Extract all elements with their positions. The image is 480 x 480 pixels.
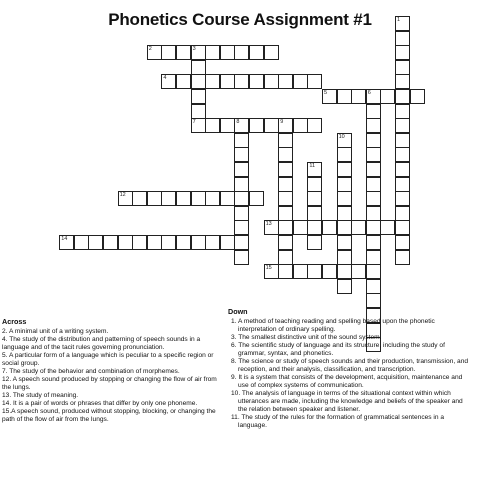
crossword-cell[interactable] xyxy=(74,235,89,250)
across-heading: Across xyxy=(2,317,27,326)
crossword-cell[interactable] xyxy=(307,191,322,206)
crossword-cell[interactable] xyxy=(380,220,395,235)
clue-number: 5 xyxy=(324,90,328,96)
crossword-cell[interactable] xyxy=(337,177,352,192)
crossword-cell[interactable] xyxy=(366,220,381,235)
crossword-cell[interactable] xyxy=(307,177,322,192)
crossword-cell[interactable] xyxy=(234,206,249,221)
crossword-cell[interactable] xyxy=(366,104,381,119)
crossword-cell[interactable] xyxy=(395,177,410,192)
crossword-cell[interactable] xyxy=(366,264,381,279)
clue-number: 1 xyxy=(397,17,401,23)
crossword-cell[interactable] xyxy=(307,220,322,235)
crossword-cell[interactable] xyxy=(220,191,235,206)
crossword-cell[interactable] xyxy=(191,235,206,250)
crossword-cell[interactable] xyxy=(293,220,308,235)
crossword-cell[interactable] xyxy=(395,206,410,221)
crossword-cell[interactable] xyxy=(337,191,352,206)
clue-number: 6 xyxy=(367,90,371,96)
crossword-cell[interactable] xyxy=(395,60,410,75)
crossword-cell[interactable] xyxy=(161,45,176,60)
clue-number: 4 xyxy=(163,75,167,82)
crossword-cell[interactable] xyxy=(191,45,206,60)
crossword-cell[interactable] xyxy=(293,118,308,133)
across-clue-15: 15.A speech sound, produced without stopping, blocking, or changing the path of the flow of air from the lungs. xyxy=(2,408,216,423)
clue-number: 10 xyxy=(338,133,345,140)
crossword-cell[interactable] xyxy=(278,220,293,235)
crossword-cell[interactable] xyxy=(307,118,322,133)
crossword-cell[interactable] xyxy=(234,250,249,265)
down-heading: Down xyxy=(228,307,248,316)
crossword-cell[interactable] xyxy=(161,74,176,89)
across-clue-13: 13. The study of meaning. xyxy=(2,392,79,399)
crossword-cell[interactable] xyxy=(147,45,162,60)
across-clue-7: 7. The study of the behavior and combination of morphemes. xyxy=(2,368,180,375)
crossword-cell[interactable] xyxy=(278,74,293,89)
crossword-cell[interactable] xyxy=(395,133,410,148)
crossword-cell[interactable] xyxy=(337,133,352,148)
crossword-cell[interactable] xyxy=(220,235,235,250)
crossword-cell[interactable] xyxy=(249,74,264,89)
crossword-cell[interactable] xyxy=(264,45,279,60)
across-clue-12: 12. A speech sound produced by stopping or changing the flow of air from the lungs. xyxy=(2,376,217,391)
crossword-cell[interactable] xyxy=(366,293,381,308)
crossword-cell[interactable] xyxy=(176,74,191,89)
crossword-cell[interactable] xyxy=(307,235,322,250)
crossword-cell[interactable] xyxy=(59,235,74,250)
crossword-cell[interactable] xyxy=(307,74,322,89)
crossword-cell[interactable] xyxy=(205,118,220,133)
crossword-cell[interactable] xyxy=(191,118,206,133)
crossword-cell[interactable] xyxy=(220,45,235,60)
crossword-cell[interactable] xyxy=(191,74,206,89)
crossword-cell[interactable] xyxy=(366,162,381,177)
crossword-cell[interactable] xyxy=(395,16,410,31)
crossword-cell[interactable] xyxy=(191,60,206,75)
crossword-cell[interactable] xyxy=(351,264,366,279)
crossword-cell[interactable] xyxy=(191,104,206,119)
crossword-cell[interactable] xyxy=(366,118,381,133)
crossword-cell[interactable] xyxy=(395,162,410,177)
crossword-cell[interactable] xyxy=(234,162,249,177)
down-clue-8: 8. The science or study of speech sounds and their production, transmission, and reception, and their analysis, classification, and transcription. xyxy=(231,358,469,373)
crossword-cell[interactable] xyxy=(278,133,293,148)
crossword-cell[interactable] xyxy=(395,31,410,46)
crossword-cell[interactable] xyxy=(234,45,249,60)
crossword-cell[interactable] xyxy=(278,118,293,133)
crossword-cell[interactable] xyxy=(351,220,366,235)
across-clue-4: 4. The study of the distribution and patterning of speech sounds in a language and of the tacit rules governing pronunciation. xyxy=(2,336,201,351)
down-clue-1: 1. A method of teaching reading and spelling based upon the phonetic interpretation of ordinary spelling. xyxy=(231,318,435,333)
crossword-cell[interactable] xyxy=(103,235,118,250)
crossword-cell[interactable] xyxy=(176,191,191,206)
crossword-cell[interactable] xyxy=(337,162,352,177)
crossword-cell[interactable] xyxy=(264,264,279,279)
crossword-cell[interactable] xyxy=(293,264,308,279)
crossword-cell[interactable] xyxy=(278,206,293,221)
crossword-cell[interactable] xyxy=(410,89,425,104)
clue-number: 7 xyxy=(192,119,196,126)
crossword-cell[interactable] xyxy=(366,177,381,192)
page-title: Phonetics Course Assignment #1 xyxy=(108,10,372,29)
down-clue-6: 6. The scientific study of language and its structure, including the study of grammar, syntax, and phonetics. xyxy=(231,342,445,357)
crossword-cell[interactable] xyxy=(88,235,103,250)
crossword-cell[interactable] xyxy=(191,89,206,104)
crossword-cell[interactable] xyxy=(234,133,249,148)
clue-number: 13 xyxy=(265,221,272,228)
crossword-cell[interactable] xyxy=(205,191,220,206)
crossword-cell[interactable] xyxy=(220,118,235,133)
crossword-cell[interactable] xyxy=(366,147,381,162)
crossword-cell[interactable] xyxy=(205,235,220,250)
clue-number: 2 xyxy=(148,46,152,53)
crossword-cell[interactable] xyxy=(337,147,352,162)
crossword-cell[interactable] xyxy=(278,235,293,250)
crossword-cell[interactable] xyxy=(395,250,410,265)
clue-number: 14 xyxy=(61,236,68,242)
crossword-cell[interactable] xyxy=(264,74,279,89)
crossword-cell[interactable] xyxy=(395,74,410,89)
crossword-cell[interactable] xyxy=(366,133,381,148)
crossword-cell[interactable] xyxy=(351,89,366,104)
crossword-cell[interactable] xyxy=(205,45,220,60)
crossword-cell[interactable] xyxy=(293,74,308,89)
crossword-cell[interactable] xyxy=(395,118,410,133)
crossword-cell[interactable] xyxy=(366,235,381,250)
crossword-cell[interactable] xyxy=(337,220,352,235)
crossword-cell[interactable] xyxy=(337,250,352,265)
crossword-cell[interactable] xyxy=(132,191,147,206)
crossword-cell[interactable] xyxy=(278,162,293,177)
crossword-cell[interactable] xyxy=(118,191,133,206)
crossword-cell[interactable] xyxy=(395,235,410,250)
crossword-cell[interactable] xyxy=(395,220,410,235)
crossword-cell[interactable] xyxy=(337,279,352,294)
crossword-cell[interactable] xyxy=(278,147,293,162)
down-clue-11: 11. The study of the rules for the formation of grammatical sentences in a language. xyxy=(231,414,445,429)
crossword-cell[interactable] xyxy=(322,89,337,104)
crossword-cell[interactable] xyxy=(220,74,235,89)
crossword-cell[interactable] xyxy=(337,206,352,221)
across-clue-14: 14. It is a pair of words or phrases that differ by only one phoneme. xyxy=(2,400,198,407)
crossword-cell[interactable] xyxy=(278,250,293,265)
crossword-cell[interactable] xyxy=(249,118,264,133)
crossword-cell[interactable] xyxy=(176,45,191,60)
crossword-cell[interactable] xyxy=(118,235,133,250)
down-clues xyxy=(228,308,473,430)
clue-number: 3 xyxy=(192,46,196,53)
down-clue-3: 3. The smallest distinctive unit of the sound system. xyxy=(231,334,382,341)
crossword-cell[interactable] xyxy=(337,89,352,104)
clue-number: 12 xyxy=(119,192,126,199)
crossword-cell[interactable] xyxy=(161,235,176,250)
crossword-cell[interactable] xyxy=(234,74,249,89)
crossword-cell[interactable] xyxy=(249,191,264,206)
crossword-cell[interactable] xyxy=(234,118,249,133)
crossword-cell[interactable] xyxy=(234,235,249,250)
crossword-cell[interactable] xyxy=(322,220,337,235)
clue-number: 15 xyxy=(265,265,272,272)
crossword-cell[interactable] xyxy=(307,206,322,221)
crossword-cell[interactable] xyxy=(278,191,293,206)
crossword-cell[interactable] xyxy=(278,177,293,192)
crossword-cell[interactable] xyxy=(176,235,191,250)
crossword-cell[interactable] xyxy=(307,162,322,177)
crossword-cell[interactable] xyxy=(366,191,381,206)
crossword-cell[interactable] xyxy=(395,45,410,60)
crossword-cell[interactable] xyxy=(366,89,381,104)
crossword-cell[interactable] xyxy=(205,74,220,89)
crossword-cell[interactable] xyxy=(395,147,410,162)
clue-number: 9 xyxy=(280,119,284,126)
crossword-cell[interactable] xyxy=(147,235,162,250)
down-clue-9: 9. It is a system that consists of the development, acquisition, maintenance and use of complex systems of communication. xyxy=(231,374,463,389)
crossword-cell[interactable] xyxy=(264,220,279,235)
crossword-cell[interactable] xyxy=(234,177,249,192)
crossword-cell[interactable] xyxy=(278,264,293,279)
crossword-cell[interactable] xyxy=(366,206,381,221)
crossword-cell[interactable] xyxy=(337,235,352,250)
crossword-cell[interactable] xyxy=(395,89,410,104)
clue-number: 11 xyxy=(309,163,316,169)
crossword-cell[interactable] xyxy=(191,191,206,206)
crossword-cell[interactable] xyxy=(395,191,410,206)
crossword-cell[interactable] xyxy=(147,191,162,206)
clue-number: 8 xyxy=(236,119,240,126)
across-clue-2: 2. A minimal unit of a writing system. xyxy=(2,328,109,335)
crossword-cell[interactable] xyxy=(337,264,352,279)
crossword-cell[interactable] xyxy=(234,147,249,162)
crossword-cell[interactable] xyxy=(366,250,381,265)
crossword-cell[interactable] xyxy=(307,264,322,279)
crossword-cell[interactable] xyxy=(366,279,381,294)
crossword-cell[interactable] xyxy=(234,220,249,235)
crossword-cell[interactable] xyxy=(395,104,410,119)
crossword-cell[interactable] xyxy=(380,89,395,104)
crossword-cell[interactable] xyxy=(132,235,147,250)
crossword-cell[interactable] xyxy=(249,45,264,60)
down-clue-10: 10. The analysis of language in terms of the situational context within which utterances are made, including the knowledge and beliefs of the speaker and the relation between speaker and listener. xyxy=(231,390,463,413)
crossword-cell[interactable] xyxy=(264,118,279,133)
crossword-cell[interactable] xyxy=(322,264,337,279)
crossword-cell[interactable] xyxy=(234,191,249,206)
across-clue-5: 5. A particular form of a language which is peculiar to a specific region or social group. xyxy=(2,352,214,367)
crossword-cell[interactable] xyxy=(161,191,176,206)
across-clues xyxy=(2,318,222,424)
